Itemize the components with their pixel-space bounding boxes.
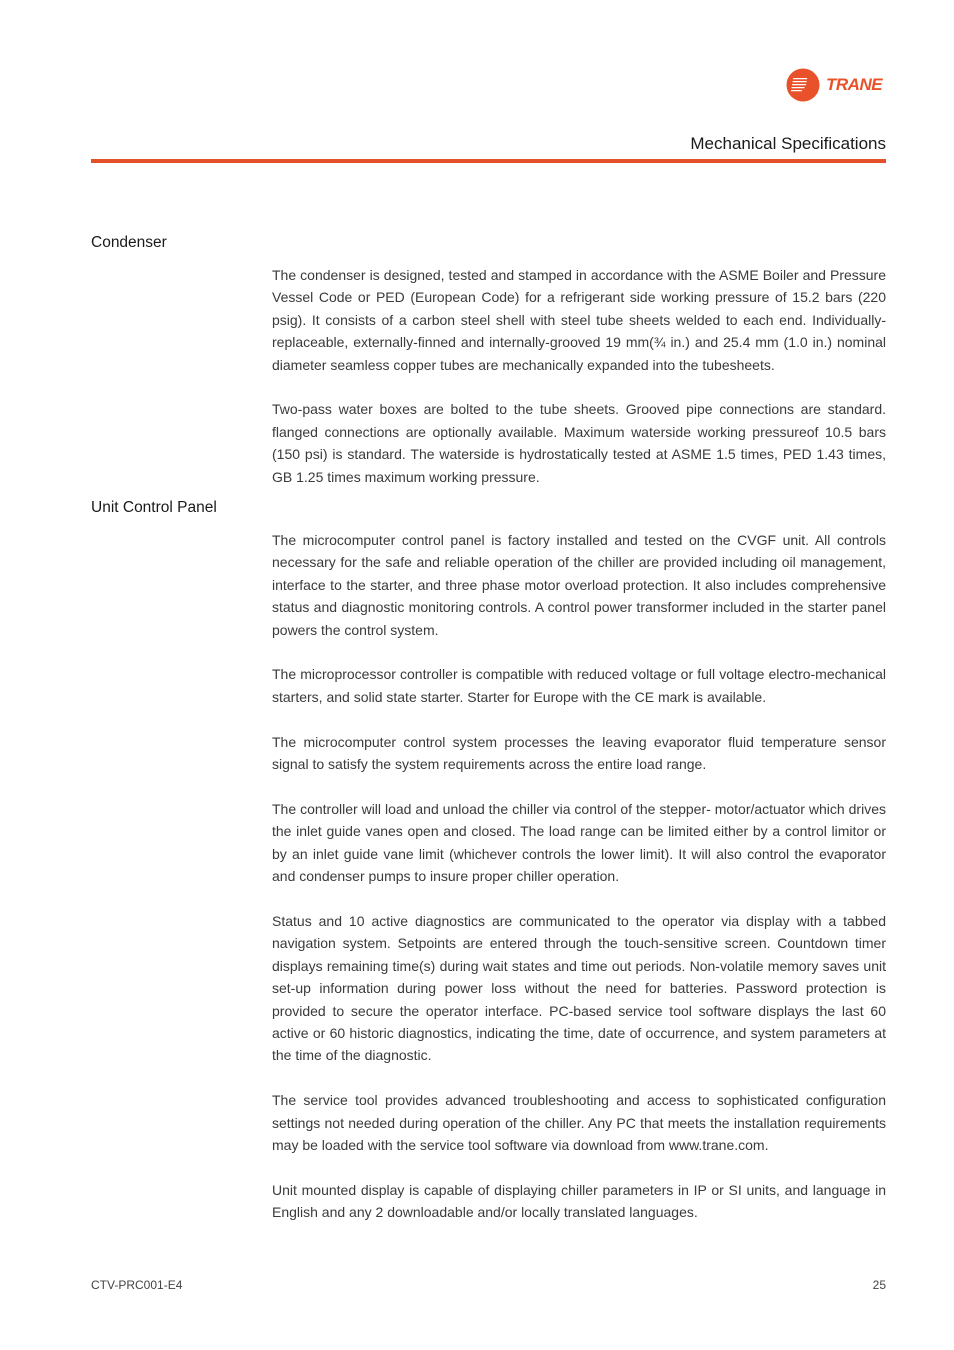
page-number: 25 bbox=[872, 1278, 886, 1292]
paragraph: The service tool provides advanced troubleshooting and access to sophisticated configuration settings not needed during operation of the chiller. Any PC that meets the installation requirements may be loaded with the service tool software via download from www.trane.com. bbox=[272, 1092, 886, 1153]
paragraph: The microprocessor controller is compatible with reduced voltage or full voltage electro-mechanical starters, and solid state starter. Starter for Europe with the CE mark is available. bbox=[272, 666, 886, 705]
section-heading-condenser: Condenser bbox=[91, 234, 167, 251]
paragraph: The microcomputer control system processes the leaving evaporator fluid temperature sensor signal to satisfy the system requirements across the entire load range. bbox=[272, 733, 886, 773]
paragraph: The condenser is designed, tested and stamped in accordance with the ASME Boiler and Pressure Vessel Code or PED (European Code) for a refrigerant side working pressure of 15.2 bars (220 psig). It consists of a carbon steel shell with steel tube sheets welded to each end. Individually-replaceable, externally-finned and internally-grooved 19 mm(¾ in.) and 25.4 mm (1.0 in.) nominal diameter seamless copper tubes are mechanically expanded into the tubesheets. bbox=[272, 267, 886, 373]
page-title: Mechanical Specifications bbox=[690, 134, 886, 153]
paragraph: The microcomputer control panel is factory installed and tested on the CVGF unit. All controls necessary for the safe and reliable operation of the chiller are provided including oil management, interface to the starter, and three phase motor overload protection. It also includes comprehensive status and diagnostic monitoring controls. A control power transformer included in the starter panel powers the control system. bbox=[272, 532, 886, 638]
page-content bbox=[91, 232, 886, 1224]
section-heading-unit-control-panel: Unit Control Panel bbox=[91, 499, 217, 517]
paragraph: The controller will load and unload the chiller via control of the stepper- motor/actuator which drives the inlet guide vanes open and closed. The load range can be limited either by a control limitor or by an inlet guide vane limit (whichever controls the lower limit). It will also control the evaporator and condenser pumps to insure proper chiller operation. bbox=[272, 800, 886, 885]
trane-logo bbox=[786, 68, 882, 102]
trane-logo-mark-icon bbox=[786, 68, 820, 102]
paragraph: Status and 10 active diagnostics are communicated to the operator via display with a tabbed navigation system. Setpoints are entered through the touch-sensitive screen. Countdown timer displays remaining time(s) during wait states and time out periods. Non-volatile memory saves unit set-up information during power loss without the need for batteries. Password protection is provided to secure the operator interface. PC-based service tool software displays the last 60 active or 60 historic diagnostics, indicating the time, date of occurrence, and system parameters at the time of the diagnostic. bbox=[272, 912, 886, 1064]
trane-logo-text: TRANE bbox=[826, 75, 883, 94]
paragraph: Two-pass water boxes are bolted to the tube sheets. Grooved pipe connections are standard. flanged connections are optionally available. Maximum waterside working pressureof 10.5 bars (150 psi) is standard. The waterside is hydrostatically tested at ASME 1.5 times, PED 1.43 times, GB 1.25 times maximum working pressure. bbox=[272, 401, 886, 485]
header-divider bbox=[91, 159, 886, 163]
paragraph: Unit mounted display is capable of displaying chiller parameters in IP or SI units, and language in English and any 2 downloadable and/or locally translated languages. bbox=[272, 1181, 886, 1221]
document-code: CTV-PRC001-E4 bbox=[91, 1278, 183, 1292]
